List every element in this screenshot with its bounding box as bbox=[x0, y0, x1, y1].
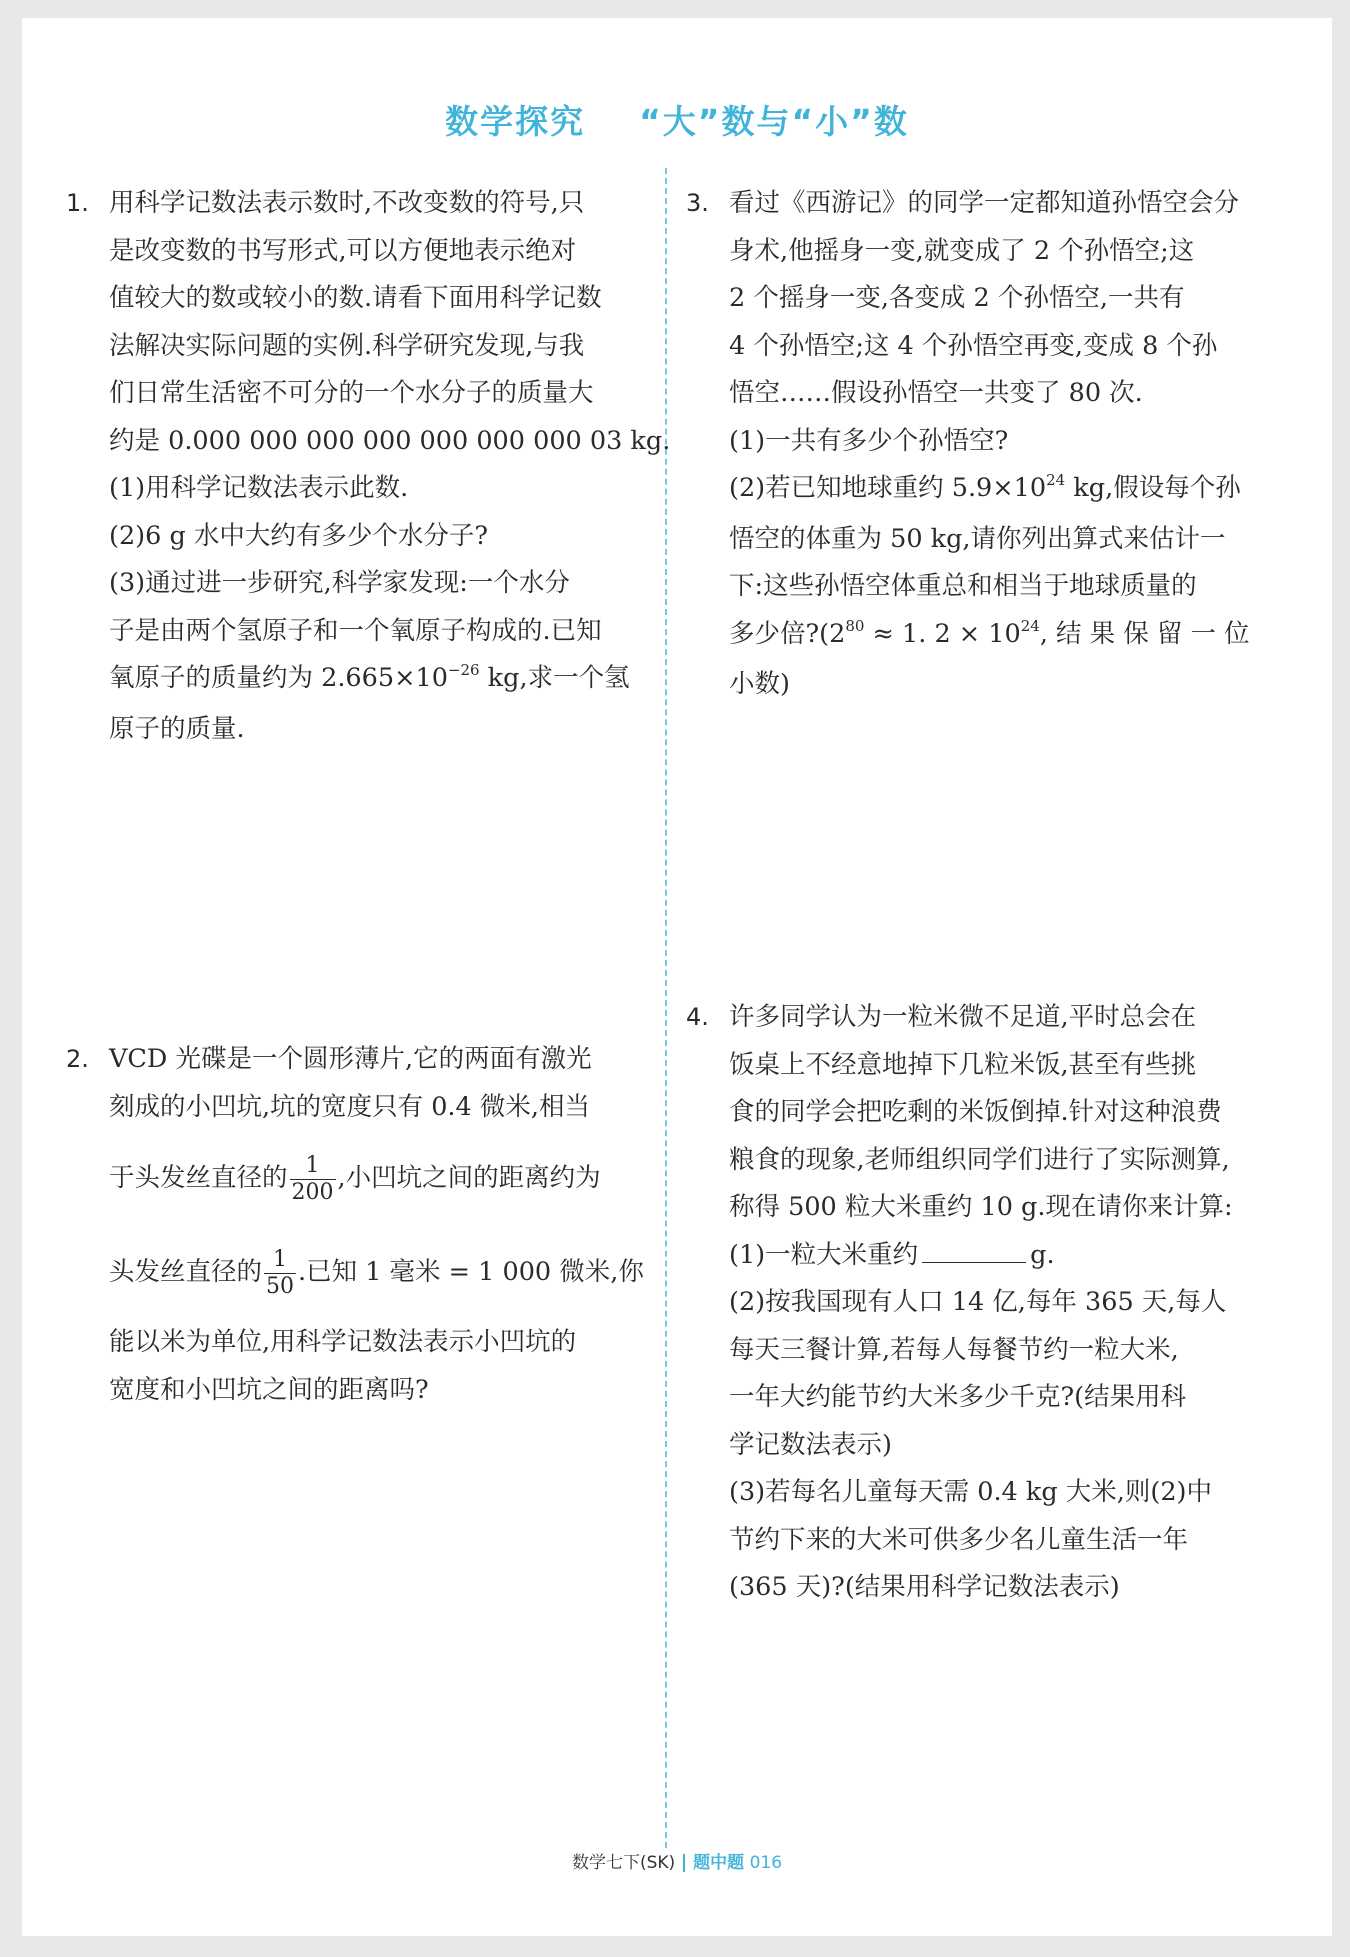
sub-question-1 bbox=[729, 1232, 1296, 1280]
fraction-numerator: 1 bbox=[290, 1155, 336, 1180]
problem-line: 一年大约能节约大米多少千克?(结果用科 bbox=[729, 1382, 1187, 1412]
sub-question-2: (2)6 g 水中大约有多少个水分子? bbox=[109, 520, 489, 551]
problem-body bbox=[729, 180, 1296, 709]
text-segment: kg,求一个氢 bbox=[479, 663, 630, 693]
text-segment: (2)若已知地球重约 5.9×10 bbox=[729, 473, 1047, 503]
problem-line: 用科学记数法表示数时,不改变数的符号,只 bbox=[109, 188, 585, 218]
problem-line: 们日常生活密不可分的一个水分子的质量大 bbox=[109, 378, 594, 408]
problem-line: 看过《西游记》的同学一定都知道孙悟空会分 bbox=[729, 188, 1240, 218]
page-footer bbox=[22, 1848, 1332, 1873]
column-divider bbox=[665, 168, 667, 1848]
problem-line: 是改变数的书写形式,可以方便地表示绝对 bbox=[109, 235, 577, 266]
sub-question-3: (3)若每名儿童每天需 0.4 kg 大米,则(2)中 bbox=[729, 1477, 1212, 1507]
sub-question-3: (3)通过进一步研究,科学家发现:一个水分 bbox=[109, 568, 570, 598]
problem-1 bbox=[66, 180, 671, 753]
fraction bbox=[290, 1152, 336, 1205]
problem-line bbox=[729, 611, 1296, 662]
text-segment: 氧原子的质量约为 2.665×10 bbox=[109, 663, 448, 693]
fraction-numerator: 1 bbox=[264, 1249, 296, 1274]
problem-number: 3. bbox=[686, 189, 709, 217]
exponent: 24 bbox=[1020, 616, 1040, 635]
problem-line: VCD 光碟是一个圆形薄片,它的两面有激光 bbox=[109, 1044, 592, 1074]
text-segment: 多少倍?(2 bbox=[729, 618, 846, 649]
problem-line: 2 个摇身一变,各变成 2 个孙悟空,一共有 bbox=[729, 283, 1185, 313]
problem-3 bbox=[686, 180, 1296, 709]
page-title: 数学探究 “大”数与“小”数 bbox=[445, 102, 909, 141]
problem-line: 宽度和小凹坑之间的距离吗? bbox=[109, 1374, 429, 1405]
exponent: 24 bbox=[1046, 471, 1066, 489]
problem-line: 刻成的小凹坑,坑的宽度只有 0.4 微米,相当 bbox=[109, 1091, 590, 1122]
problem-line: 学记数法表示) bbox=[729, 1429, 892, 1460]
sub-question-1: (1)一共有多少个孙悟空? bbox=[729, 425, 1009, 456]
problem-line bbox=[109, 655, 636, 706]
text-segment: 于头发丝直径的 bbox=[109, 1163, 288, 1193]
problem-number: 1. bbox=[66, 189, 89, 217]
text-segment: (1)一粒大米重约 bbox=[729, 1239, 919, 1270]
problem-line: 许多同学认为一粒米微不足道,平时总会在 bbox=[729, 1002, 1197, 1032]
fraction-denominator: 50 bbox=[266, 1273, 295, 1299]
text-segment: ,小凹坑之间的距离约为 bbox=[337, 1163, 601, 1193]
fraction-denominator: 200 bbox=[291, 1179, 334, 1205]
sub-question-2 bbox=[729, 465, 1296, 516]
worksheet-page bbox=[22, 18, 1332, 1936]
problem-line: 值较大的数或较小的数.请看下面用科学记数 bbox=[109, 283, 602, 313]
problem-body bbox=[109, 180, 671, 753]
exponent: −26 bbox=[447, 661, 480, 679]
problem-2 bbox=[66, 1036, 644, 1414]
problem-line: 节约下来的大米可供多少名儿童生活一年 bbox=[729, 1524, 1189, 1555]
problem-line: 约是 0.000 000 000 000 000 000 000 03 kg. bbox=[109, 425, 671, 456]
problem-4 bbox=[686, 994, 1296, 1612]
problem-line: 原子的质量. bbox=[109, 713, 245, 744]
problem-number: 2. bbox=[66, 1045, 89, 1073]
problem-line: 食的同学会把吃剩的米饭倒掉.针对这种浪费 bbox=[729, 1097, 1222, 1127]
page-number: 016 bbox=[749, 1853, 783, 1873]
sub-question-2: (2)按我国现有人口 14 亿,每年 365 天,每人 bbox=[729, 1287, 1227, 1317]
problem-line: 身术,他摇身一变,就变成了 2 个孙悟空;这 bbox=[729, 235, 1195, 266]
problem-line: 下:这些孙悟空体重总和相当于地球质量的 bbox=[729, 571, 1197, 601]
problem-line bbox=[109, 1131, 636, 1225]
problem-line: 子是由两个氢原子和一个氧原子构成的.已知 bbox=[109, 615, 602, 646]
problem-line: 悟空……假设孙悟空一共变了 80 次. bbox=[729, 378, 1143, 408]
problem-line: 饭桌上不经意地掉下几粒米饭,甚至有些挑 bbox=[729, 1049, 1197, 1080]
problem-body bbox=[109, 1036, 644, 1414]
problem-line: 粮食的现象,老师组织同学们进行了实际测算, bbox=[729, 1144, 1230, 1175]
problem-line: 4 个孙悟空;这 4 个孙悟空再变,变成 8 个孙 bbox=[729, 330, 1218, 361]
problem-line: (365 天)?(结果用科学记数法表示) bbox=[729, 1572, 1120, 1602]
sub-question-1: (1)用科学记数法表示此数. bbox=[109, 473, 409, 503]
problem-number: 4. bbox=[686, 1003, 709, 1031]
text-segment: 头发丝直径的 bbox=[109, 1257, 263, 1287]
text-segment: kg,假设每个孙 bbox=[1065, 473, 1241, 503]
fraction bbox=[264, 1246, 296, 1299]
series-name: 题中题 bbox=[693, 1853, 745, 1873]
problem-line: 法解决实际问题的实例.科学研究发现,与我 bbox=[109, 330, 585, 361]
text-segment: .已知 1 毫米 = 1 000 微米,你 bbox=[298, 1257, 644, 1287]
text-segment: g. bbox=[1030, 1239, 1055, 1270]
text-segment: ≈ 1. 2 × 10 bbox=[864, 618, 1021, 649]
problem-line: 小数) bbox=[729, 669, 790, 699]
text-segment: , 结 果 保 留 一 位 bbox=[1039, 618, 1250, 649]
answer-blank[interactable] bbox=[922, 1236, 1026, 1263]
exponent: 80 bbox=[845, 616, 865, 635]
problem-line: 每天三餐计算,若每人每餐节约一粒大米, bbox=[729, 1334, 1179, 1365]
problem-line: 称得 500 粒大米重约 10 g.现在请你来计算: bbox=[729, 1192, 1233, 1222]
footer-separator bbox=[683, 1854, 685, 1872]
problem-line bbox=[109, 1225, 644, 1319]
book-title: 数学七下(SK) bbox=[571, 1853, 676, 1873]
problem-line: 悟空的体重为 50 kg,请你列出算式来估计一 bbox=[729, 523, 1226, 554]
problem-line: 能以米为单位,用科学记数法表示小凹坑的 bbox=[109, 1327, 577, 1357]
problem-body bbox=[729, 994, 1296, 1612]
